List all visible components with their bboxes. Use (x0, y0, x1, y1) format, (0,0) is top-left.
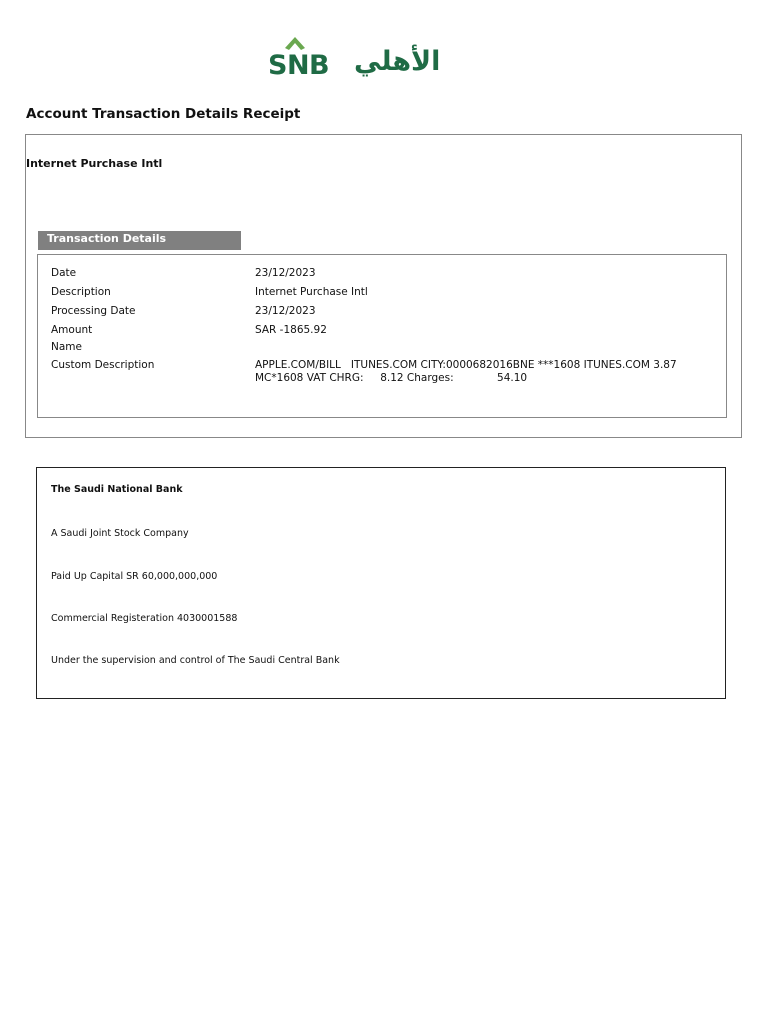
date-label: Date (51, 267, 77, 279)
description-label: Description (51, 286, 111, 298)
name-label: Name (51, 341, 82, 353)
amount-value: SAR -1865.92 (255, 324, 327, 336)
commercial-registration: Commercial Registeration 4030001588 (51, 613, 238, 624)
supervision-statement: Under the supervision and control of The Saudi Central Bank (51, 655, 340, 666)
receipt-title: Account Transaction Details Receipt (26, 106, 301, 122)
snb-logo (268, 34, 444, 82)
paid-up-capital: Paid Up Capital SR 60,000,000,000 (51, 571, 218, 582)
transaction-details-box (37, 254, 727, 418)
description-value: Internet Purchase Intl (255, 286, 368, 298)
processing-date-label: Processing Date (51, 305, 136, 317)
logo-text-latin: SNB (268, 50, 330, 81)
transaction-type: Internet Purchase Intl (26, 157, 163, 170)
custom-description-label: Custom Description (51, 359, 155, 371)
company-type: A Saudi Joint Stock Company (51, 528, 189, 539)
processing-date-value: 23/12/2023 (255, 305, 316, 317)
logo-text-arabic: الأهلي (354, 46, 441, 77)
amount-label: Amount (51, 324, 93, 336)
date-value: 23/12/2023 (255, 267, 316, 279)
custom-description-value: APPLE.COM/BILL ITUNES.COM CITY:0000682016BNE ***1608 ITUNES.COM 3.87 MC*1608 VAT CHRG: 8.12 Charges: 54.10 (255, 359, 677, 384)
transaction-details-header: Transaction Details (38, 231, 241, 250)
bank-name: The Saudi National Bank (51, 484, 183, 495)
